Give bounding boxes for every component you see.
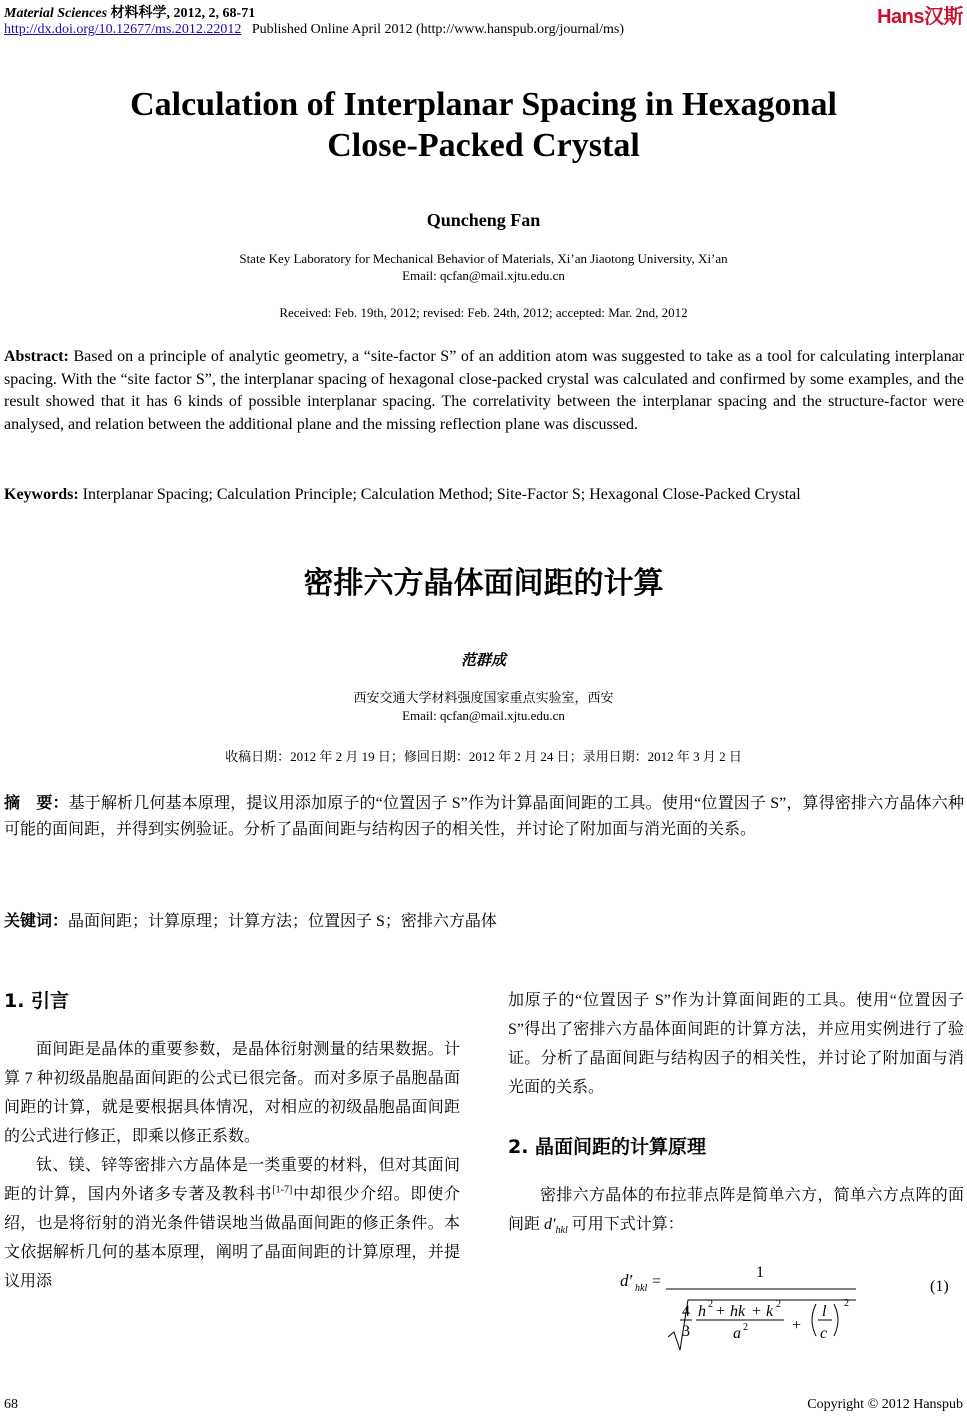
- svg-text:hkl: hkl: [635, 1283, 648, 1294]
- section1-title: 1. 引言: [4, 990, 70, 1012]
- svg-text:=: =: [652, 1273, 662, 1290]
- equation-1: [620, 1262, 960, 1357]
- email-en: Email: qcfan@mail.xjtu.edu.cn: [402, 268, 565, 283]
- svg-text:hk: hk: [730, 1303, 746, 1320]
- affiliation-en: [0, 250, 967, 284]
- left-column-body: [4, 1035, 460, 1296]
- svg-text:h: h: [698, 1303, 706, 1320]
- reference-citation: [1-7]: [272, 1184, 293, 1196]
- keywords-cn: [4, 909, 964, 934]
- affiliation-cn: [0, 689, 967, 725]
- received-cn: 收稿日期：2012 年 2 月 19 日；修回日期：2012 年 2 月 24 日；录用日期：2012 年 3 月 2 日: [225, 749, 742, 764]
- section1-paragraph2-a: 钛、镁、锌等密排六方晶体是一类重要的材料，但对其面间距的计算，国内外诸多专著及教科书: [4, 1157, 460, 1203]
- keywords-cn-text: 晶面间距；计算原理；计算方法；位置因子 S；密排六方晶体: [68, 913, 497, 930]
- section2-title: 2. 晶面间距的计算原理: [508, 1136, 707, 1158]
- author-en: Quncheng Fan: [426, 210, 541, 230]
- abstract-cn-label: 摘 要：: [4, 795, 69, 812]
- svg-text:2: 2: [743, 1322, 748, 1333]
- svg-text:a: a: [733, 1325, 741, 1342]
- keywords-en: [4, 484, 964, 507]
- keywords-cn-label: 关键词：: [4, 913, 69, 930]
- email-cn: Email: qcfan@mail.xjtu.edu.cn: [402, 708, 565, 723]
- d-hkl-symbol: d′: [544, 1216, 556, 1233]
- section1-paragraph2: [4, 1151, 460, 1296]
- author-cn: 范群成: [460, 651, 506, 669]
- abstract-cn: [4, 791, 964, 843]
- section2-paragraph1: [508, 1181, 964, 1245]
- svg-text:l: l: [822, 1303, 827, 1320]
- abstract-cn-text: 基于解析几何基本原理，提议用添加原子的“位置因子 S”作为计算晶面间距的工具。使用“位置因子 S”，算得密排六方晶体六种可能的面间距，并得到实例验证。分析了晶面间距与结构因子的相关性，并讨论了附加面与消光面的关系。: [4, 795, 964, 838]
- journal-name: Material Sciences: [4, 6, 108, 21]
- title-en: [0, 84, 967, 166]
- svg-text:1: 1: [756, 1264, 764, 1281]
- keywords-text: Interplanar Spacing; Calculation Principle; Calculation Method; Site-Factor S; Hexagonal Close-Packed Crystal: [78, 486, 801, 503]
- svg-text:2: 2: [844, 1298, 849, 1309]
- doi-link[interactable]: http://dx.doi.org/10.12677/ms.2012.22012: [4, 22, 242, 37]
- published-note: Published Online April 2012 (http://www.hanspub.org/journal/ms): [251, 22, 625, 37]
- right-column-paragraph1: 加原子的“位置因子 S”作为计算面间距的工具。使用“位置因子 S”得出了密排六方晶体面间距的计算方法，并应用实例进行了验证。分析了晶面间距与结构因子的相关性，并讨论了附加面与消光面的关系。: [508, 992, 964, 1096]
- section1-paragraph1: 面间距是晶体的重要参数，是晶体衍射测量的结果数据。计算 7 种初级晶胞晶面间距的公式已很完备。而对多原子晶胞晶面间距的计算，就是要根据具体情况，对相应的初级晶胞晶面间距的公式进行修正，即乘以修正系数。: [4, 1041, 460, 1145]
- svg-text:+: +: [792, 1317, 802, 1334]
- copyright: Copyright © 2012 Hanspub: [807, 1397, 963, 1412]
- section2-paragraph1-a: 密排六方晶体的布拉菲点阵是简单六方，简单六方点阵的面间距: [508, 1187, 964, 1233]
- svg-text:k: k: [766, 1303, 774, 1320]
- hans-logo: Hans汉斯: [877, 6, 963, 28]
- affiliation-en-text: State Key Laboratory for Mechanical Behavior of Materials, Xi’an Jiaotong University, Xi’an: [239, 251, 728, 266]
- header-links: [4, 22, 624, 38]
- svg-text:3: 3: [682, 1323, 690, 1340]
- received-en: Received: Feb. 19th, 2012; revised: Feb. 24th, 2012; accepted: Mar. 2nd, 2012: [279, 305, 688, 320]
- title-en-line2: Close-Packed Crystal: [327, 127, 640, 164]
- title-cn: 密排六方晶体面间距的计算: [303, 566, 664, 601]
- abstract-text: Based on a principle of analytic geometry, a “site-factor S” of an addition atom was suggested to take as a tool for calculating interplanar spacing. With the “site factor S”, the interplanar spacing of hexagonal close-packed crystal was calculated and confirmed by some examples, and the result showed that it has 6 kinds of possible interplanar spacing. The correlativity between the interplanar spacing and the structure-factor were analysed, and relation between the additional plane and the missing reflection plane was discussed.: [4, 348, 964, 433]
- svg-text:+: +: [716, 1303, 726, 1320]
- section2-paragraph1-b: 可用下式计算：: [567, 1216, 684, 1233]
- d-hkl-subscript: hkl: [555, 1225, 568, 1237]
- journal-header: [4, 2, 255, 22]
- svg-text:4: 4: [682, 1303, 690, 1320]
- svg-text:2: 2: [708, 1299, 713, 1310]
- svg-text:d′: d′: [620, 1271, 633, 1290]
- abstract-en: [4, 346, 964, 436]
- svg-text:+: +: [752, 1303, 762, 1320]
- title-en-line1: Calculation of Interplanar Spacing in Hexagonal: [130, 86, 837, 123]
- affiliation-cn-text: 西安交通大学材料强度国家重点实验室，西安: [353, 690, 614, 705]
- svg-text:c: c: [820, 1325, 828, 1342]
- journal-issue: 材料科学, 2012, 2, 68-71: [107, 6, 256, 21]
- abstract-label: Abstract:: [4, 348, 69, 365]
- svg-text:2: 2: [776, 1299, 781, 1310]
- keywords-label: Keywords:: [4, 486, 79, 503]
- section1-paragraph2-b: 中却很少介绍。即使介绍，也是将衍射的消光条件错误地当做晶面间距的修正条件。本文依据解析几何的基本原理，阐明了晶面间距的计算原理，并提议用添: [4, 1186, 460, 1290]
- equation-number: (1): [930, 1278, 949, 1295]
- page-number: 68: [4, 1397, 18, 1412]
